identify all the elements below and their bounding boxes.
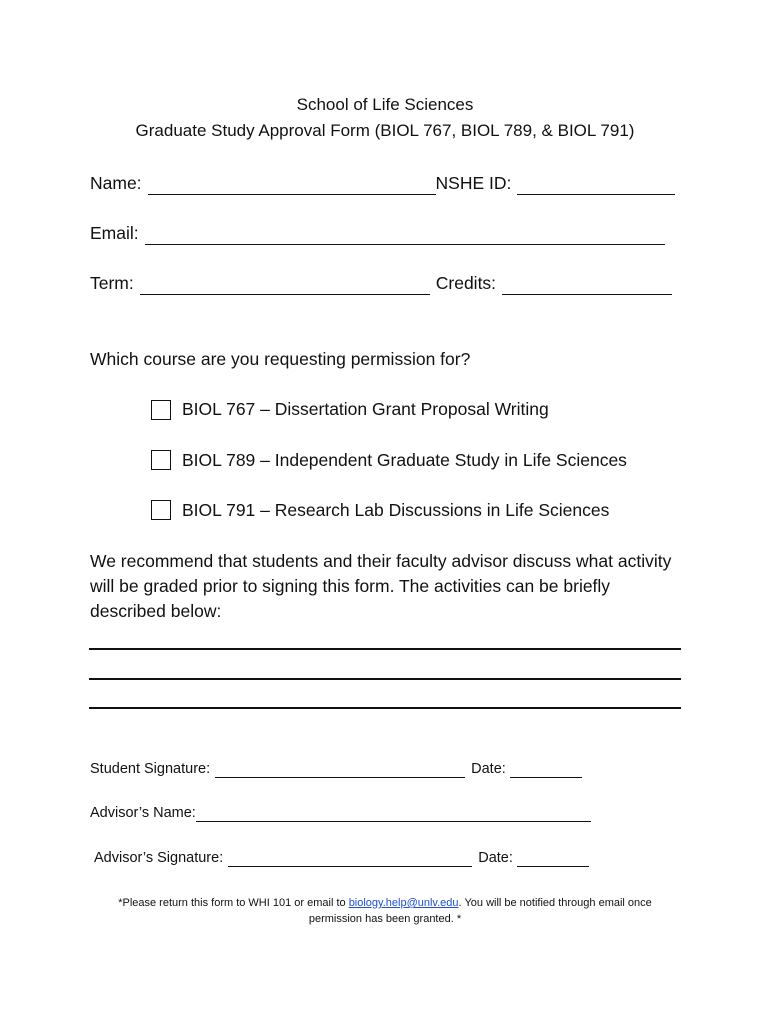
biol-791-checkbox[interactable] xyxy=(151,500,171,520)
description-line-3[interactable] xyxy=(89,707,681,709)
credits-label: Credits: xyxy=(435,273,497,293)
recommendation-text: We recommend that students and their faculty advisor discuss what activity will be graded prior to signing this form. The activities can be briefly described below: xyxy=(90,551,672,621)
description-line-1[interactable] xyxy=(89,648,681,650)
biol-789-label: BIOL 789 – Independent Graduate Study in Life Sciences xyxy=(182,450,627,470)
advisor-date-label: Date: xyxy=(478,850,513,866)
advisor-name-row xyxy=(90,805,591,821)
help-email-link[interactable]: biology.help@unlv.edu xyxy=(348,897,459,909)
advisor-signature-row xyxy=(94,850,589,866)
footer-note xyxy=(0,895,770,927)
student-signature-label: Student Signature: xyxy=(90,761,211,777)
term-label: Term: xyxy=(90,273,134,293)
advisor-signature-field[interactable] xyxy=(228,866,472,867)
advisor-date-field[interactable] xyxy=(517,866,589,867)
footer-text-end: . You will be notified through email once xyxy=(458,897,652,909)
credits-field[interactable] xyxy=(502,294,672,295)
email-field[interactable] xyxy=(145,244,665,245)
biol-789-checkbox[interactable] xyxy=(151,450,171,470)
advisor-signature-label: Advisor’s Signature: xyxy=(94,850,224,866)
biol-767-checkbox[interactable] xyxy=(151,400,171,420)
biol-791-label: BIOL 791 – Research Lab Discussions in Life Sciences xyxy=(182,500,610,520)
advisor-name-label: Advisor’s Name: xyxy=(90,805,196,821)
name-field[interactable] xyxy=(148,194,436,195)
form-title: Graduate Study Approval Form (BIOL 767, BIOL 789, & BIOL 791) xyxy=(135,121,635,140)
student-signature-row xyxy=(90,761,582,777)
description-line-2[interactable] xyxy=(89,678,681,680)
student-date-label: Date: xyxy=(471,761,506,777)
term-row xyxy=(90,273,672,294)
student-signature-field[interactable] xyxy=(215,777,465,778)
student-date-field[interactable] xyxy=(510,777,582,778)
name-label: Name: xyxy=(90,173,142,193)
advisor-name-field[interactable] xyxy=(196,821,591,822)
term-field[interactable] xyxy=(140,294,430,295)
footer-text-line2: permission has been granted. * xyxy=(308,913,462,925)
school-name: School of Life Sciences xyxy=(296,95,474,114)
footer-text-start: *Please return this form to WHI 101 or email to xyxy=(118,897,349,909)
nshe-id-label: NSHE ID: xyxy=(435,173,512,193)
email-row xyxy=(90,223,665,244)
email-label: Email: xyxy=(90,223,139,243)
biol-767-label: BIOL 767 – Dissertation Grant Proposal Writing xyxy=(182,399,549,419)
course-question: Which course are you requesting permission for? xyxy=(90,349,471,369)
nshe-id-field[interactable] xyxy=(517,194,675,195)
name-row xyxy=(90,173,675,194)
